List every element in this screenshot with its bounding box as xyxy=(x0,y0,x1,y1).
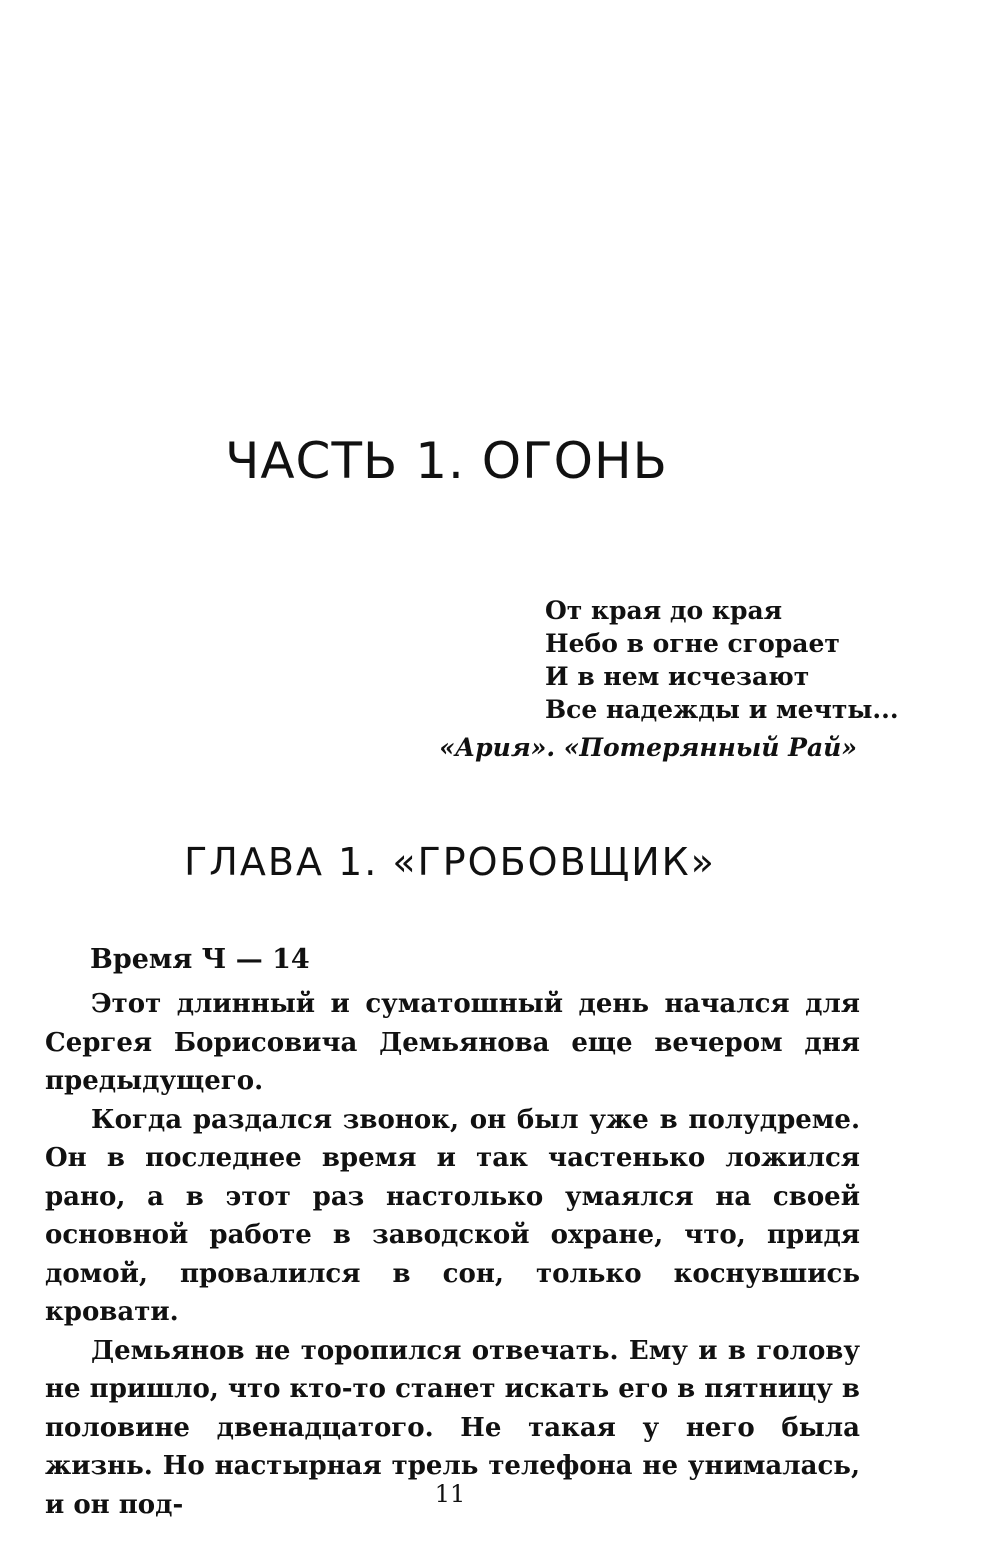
chapter-title: ГЛАВА 1. «ГРОБОВЩИК» xyxy=(184,840,716,884)
part-title: ЧАСТЬ 1. ОГОНЬ xyxy=(225,432,668,490)
section-heading: Время Ч — 14 xyxy=(90,944,310,975)
epigraph-line: И в нем исчезают xyxy=(545,662,810,691)
epigraph-line: От края до края xyxy=(545,596,783,625)
epigraph-line: Все надежды и мечты... xyxy=(545,695,899,724)
epigraph xyxy=(545,594,899,726)
paragraph: Этот длинный и суматошный день начался для Сергея Борисовича Демьянова еще вечером дня предыдущего. xyxy=(45,989,860,1096)
paragraph: Когда раздался звонок, он был уже в полудреме. Он в последнее время и так частенько ложился рано, а в этот раз настолько умаялся на своей основной работе в заводской охране, что, придя домой, провалился в сон, только коснувшись кровати. xyxy=(45,1104,860,1327)
body-text xyxy=(45,985,860,1524)
page-number: 11 xyxy=(434,1480,466,1508)
paragraph: Демьянов не торопился отвечать. Ему и в голову не пришло, что кто-то станет искать его в пятницу в половине двенадцатого. Не такая у него была жизнь. Но настырная трель телефона не унималась, и он под- xyxy=(45,1335,860,1520)
epigraph-line: Небо в огне сгорает xyxy=(545,629,840,658)
epigraph-source: «Ария». «Потерянный Рай» xyxy=(439,733,857,762)
